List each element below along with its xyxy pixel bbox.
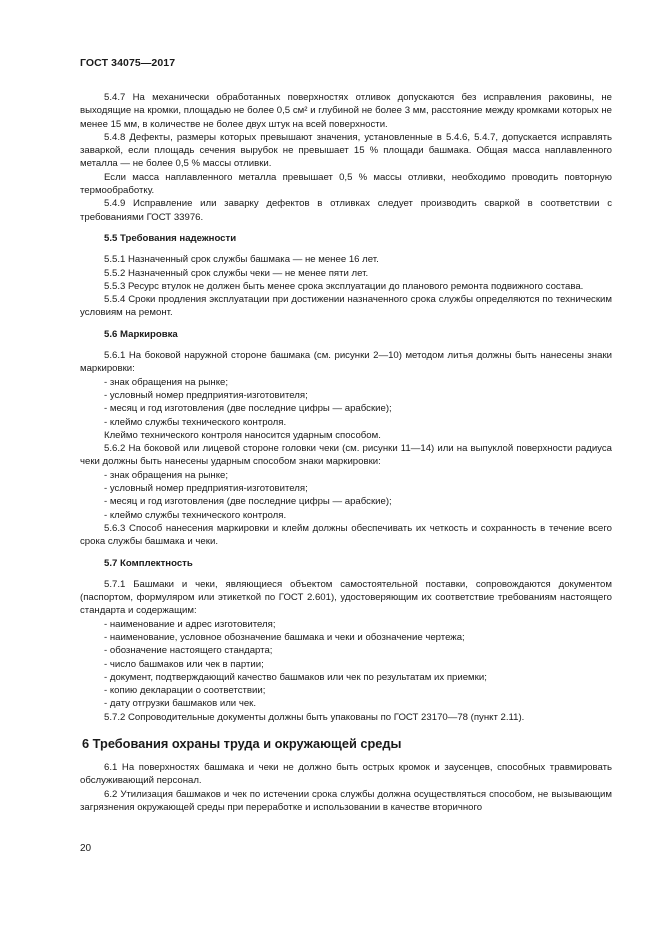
- paragraph: 6.2 Утилизация башмаков и чек по истечении срока службы должна осуществляться способом, не вызывающим загрязнения окружающей среды при переработке и использовании в качестве вторичного: [80, 788, 612, 813]
- paragraph: 5.5.3 Ресурс втулок не должен быть менее срока эксплуатации до планового ремонта подвижного состава.: [104, 280, 584, 292]
- section-heading: 5.5 Требования надежности: [104, 232, 237, 244]
- list-item: - клеймо службы технического контроля.: [104, 509, 287, 521]
- list-item: - условный номер предприятия-изготовителя;: [104, 483, 308, 495]
- list-item: - наименование, условное обозначение башмака и чеки и обозначение чертежа;: [104, 631, 465, 643]
- paragraph: 5.6.2 На боковой или лицевой стороне головки чеки (см. рисунки 11—14) или на выпуклой поверхности радиуса чеки должны быть нанесены ударным способом знаки маркировки:: [80, 443, 612, 468]
- list-item: - наименование и адрес изготовителя;: [104, 618, 276, 630]
- document-body: [80, 91, 612, 814]
- paragraph: 5.5.1 Назначенный срок службы башмака — не менее 16 лет.: [104, 254, 379, 266]
- list-item: - число башмаков или чек в партии;: [104, 658, 264, 670]
- section-heading: 5.6 Маркировка: [104, 328, 178, 340]
- paragraph: 5.7.1 Башмаки и чеки, являющиеся объектом самостоятельной поставки, сопровождаются документом (паспортом, формуляром или этикеткой по ГОСТ 2.601), удостоверяющим их соответствие требованиям настоящего стандарта и содержащим:: [80, 578, 612, 617]
- paragraph: 5.6.3 Способ нанесения маркировки и клейм должны обеспечивать их четкость и сохранность в течение всего срока службы башмака и чеки.: [80, 522, 612, 548]
- paragraph: Если масса наплавленного металла превышает 0,5 % массы отливки, необходимо проводить повторную термообработку.: [80, 171, 612, 197]
- list-item: - дату отгрузки башмаков или чек.: [104, 698, 257, 710]
- section-heading: 5.7 Комплектность: [104, 557, 193, 569]
- paragraph: 5.6.1 На боковой наружной стороне башмака (см. рисунки 2—10) методом литья должны быть нанесены знаки маркировки:: [80, 350, 612, 375]
- list-item: - условный номер предприятия-изготовителя;: [104, 389, 308, 401]
- list-item: - клеймо службы технического контроля.: [104, 416, 287, 428]
- list-item: - обозначение настоящего стандарта;: [104, 645, 273, 657]
- list-item: - месяц и год изготовления (две последние цифры — арабские);: [104, 403, 392, 415]
- paragraph: Клеймо технического контроля наносится ударным способом.: [104, 429, 381, 441]
- paragraph: 6.1 На поверхностях башмака и чеки не должно быть острых кромок и заусенцев, способных травмировать обслуживающий персонал.: [80, 762, 612, 787]
- list-item: - копию декларации о соответствии;: [104, 685, 266, 697]
- list-item: - знак обращения на рынке;: [104, 376, 229, 388]
- paragraph: 5.4.9 Исправление или заварку дефектов в отливках следует производить сваркой в соответствии с требованиями ГОСТ 33976.: [80, 198, 612, 223]
- paragraph: 5.4.8 Дефекты, размеры которых превышают значения, установленные в 5.4.6, 5.4.7, допускается исправлять заваркой, если площадь сечения вырубок не превышает 15 % площади башмака. Общая масса наплавленного металла — не более 0,5 % массы отливки.: [80, 131, 612, 170]
- chapter-heading: 6 Требования охраны труда и окружающей среды: [82, 736, 402, 752]
- list-item: - знак обращения на рынке;: [104, 469, 229, 481]
- paragraph: 5.5.2 Назначенный срок службы чеки — не менее пяти лет.: [104, 267, 369, 279]
- page-number: 20: [80, 843, 92, 854]
- document-header: ГОСТ 34075—2017: [80, 57, 176, 69]
- paragraph: 5.7.2 Сопроводительные документы должны быть упакованы по ГОСТ 23170—78 (пункт 2.11).: [104, 711, 525, 723]
- list-item: - месяц и год изготовления (две последние цифры — арабские);: [104, 496, 392, 508]
- paragraph: 5.5.4 Сроки продления эксплуатации при достижении назначенного срока службы определяются по техническим условиям на ремонт.: [80, 294, 612, 319]
- list-item: - документ, подтверждающий качество башмаков или чек по результатам их приемки;: [104, 671, 487, 683]
- paragraph: 5.4.7 На механически обработанных поверхностях отливок допускаются без исправления раковины, не выходящие на кромки, площадью не более 0,5 см² и глубиной не более 3 мм, расстояние между кромками которых не менее 15 мм, в количестве не более двух штук на всей поверхности.: [80, 92, 612, 130]
